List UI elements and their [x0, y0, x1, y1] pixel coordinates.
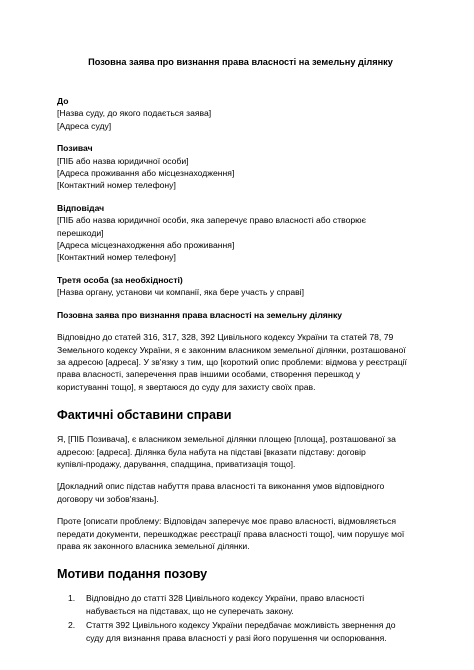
list-item [57, 592, 424, 617]
defendant-name-line-1: [ПІБ або назва юридичної особи, яка заперечує право власності або створює [57, 215, 366, 226]
list-item-line: набувається на підставах, що не суперечать закону. [86, 605, 294, 616]
facts-line: права як законного власника земельної ділянки. [57, 540, 250, 551]
plaintiff-address: [Адреса проживання або місцезнаходження] [57, 168, 235, 179]
plaintiff-name: [ПІБ або назва юридичної особи] [57, 155, 189, 166]
list-item-number: 1. [68, 593, 76, 604]
third-party-name: [Назва органу, установи чи компанії, яка бере участь у справі] [57, 287, 304, 298]
facts-paragraph-2 [57, 480, 424, 505]
motives-list [57, 592, 424, 644]
defendant-phone: [Контактний номер телефону] [57, 252, 176, 263]
defendant-block [57, 202, 424, 264]
defendant-address: [Адреса місцезнаходження або проживання] [57, 240, 235, 251]
facts-line: [Докладний опис підстав набуття права власності та виконання умов відповідного [57, 481, 385, 492]
facts-line: адресою: [адреса]. Ділянка була набута на підставі [вказати підставу: договір [57, 446, 366, 457]
recipient-block [57, 95, 424, 132]
facts-paragraph-3 [57, 515, 424, 552]
claim-heading: Позовна заява про визнання права власності на земельну ділянку [57, 309, 343, 320]
list-item-line: суду для визнання права власності у разі його порушення чи оспорювання. [86, 632, 387, 643]
facts-line: передати документи, перешкоджає реєстрації права власності тощо], чим порушує мої [57, 528, 405, 539]
third-party-heading: Третя особа (за необхідності) [57, 274, 183, 285]
list-item-number: 2. [68, 620, 76, 631]
third-party-block [57, 274, 424, 299]
plaintiff-heading: Позивач [57, 143, 93, 154]
facts-line: Проте [описати проблему: Відповідач заперечує моє право власності, відмовляється [57, 516, 396, 527]
facts-line: договору чи зобов'язань]. [57, 493, 159, 504]
claim-line: користуванні тощо], я звертаюся до суду для захисту своїх прав. [57, 381, 316, 392]
defendant-heading: Відповідач [57, 202, 105, 213]
facts-heading: Фактичні обставини справи [57, 408, 232, 423]
recipient-court-name: [Назва суду, до якого подається заява] [57, 108, 212, 119]
document-title: Позовна заява про визнання права власності на земельну ділянку [88, 57, 393, 67]
facts-paragraph-1 [57, 433, 424, 470]
claim-line: Відповідно до статей 316, 317, 328, 392 Цивільного кодексу України та статей 78, 79 [57, 332, 394, 343]
plaintiff-block [57, 142, 424, 192]
facts-line: купівлі-продажу, дарування, спадщина, приватизація тощо]. [57, 458, 296, 469]
claim-line: за адресою [адреса]. У зв'язку з тим, що [короткий опис проблеми: відмова у реєстрації [57, 356, 407, 367]
list-item-line: Стаття 392 Цивільного кодексу України передбачає можливість звернення до [86, 620, 396, 631]
list-item-line: Відповідно до статті 328 Цивільного кодексу України, право власності [86, 593, 365, 604]
recipient-heading: До [57, 96, 69, 106]
defendant-name-line-2: перешкоди] [57, 227, 104, 238]
facts-line: Я, [ПІБ Позивача], є власником земельної ділянки площею [площа], розташованої за [57, 434, 396, 445]
recipient-court-address: [Адреса суду] [57, 120, 112, 131]
claim-line: права власності, заперечення прав іншими особами, створення перешкод у [57, 369, 361, 380]
list-item [57, 619, 424, 644]
claim-line: Земельного кодексу України, я є законним власником земельної ділянки, розташованої [57, 344, 406, 355]
claim-paragraph [57, 331, 424, 393]
motives-heading: Мотиви подання позову [57, 567, 208, 582]
plaintiff-phone: [Контактний номер телефону] [57, 180, 176, 191]
